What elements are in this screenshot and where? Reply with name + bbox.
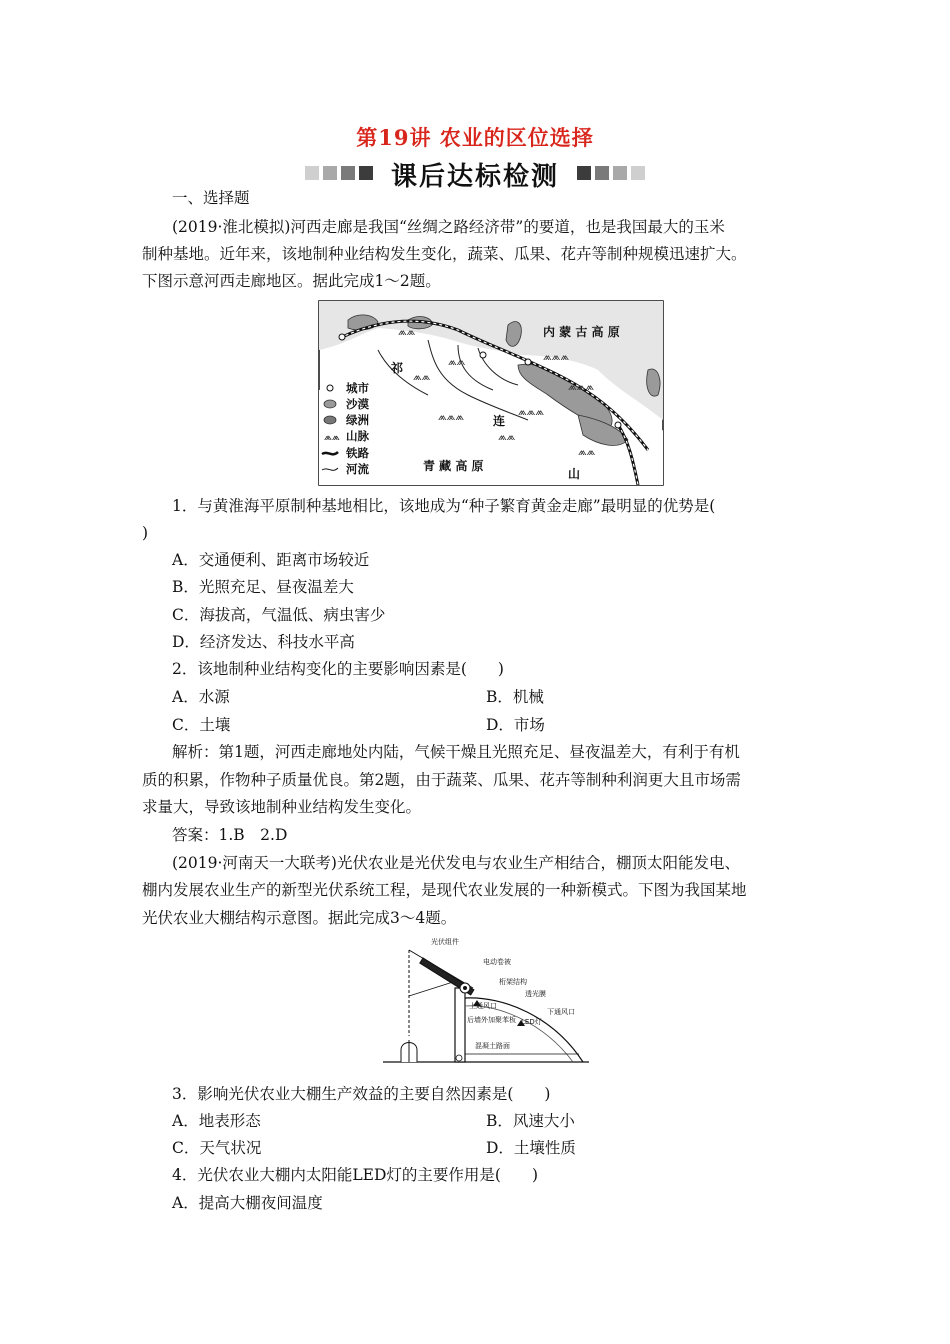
q1-stem-line2: ) bbox=[142, 524, 149, 542]
pv-label-back-wall: 后墙外加聚苯板 bbox=[467, 1016, 516, 1024]
section-banner bbox=[0, 157, 950, 191]
q3-stem: 3．影响光伏农业大棚生产效益的主要自然因素是( ) bbox=[172, 1085, 551, 1103]
q2-option-b: B．机械 bbox=[486, 688, 544, 706]
svg-text:⩕⩕: ⩕⩕ bbox=[448, 355, 466, 368]
pv-label-film: 透光膜 bbox=[525, 990, 546, 998]
legend-mountain: 山脉 bbox=[346, 429, 369, 443]
legend-city: 城市 bbox=[346, 381, 369, 395]
intro1-line1: (2019·淮北模拟)河西走廊是我国“丝绸之路经济带”的要道，也是我国最大的玉米 bbox=[172, 218, 725, 236]
banner-squares-left bbox=[303, 165, 375, 184]
pv-greenhouse-diagram bbox=[383, 936, 589, 1066]
legend-oasis: 绿洲 bbox=[346, 413, 369, 427]
svg-text:⩕⩕: ⩕⩕ bbox=[578, 445, 596, 458]
hexi-corridor-map bbox=[318, 300, 664, 486]
svg-text:⩕⩕: ⩕⩕ bbox=[498, 430, 516, 443]
q1-stem-line1: 1．与黄淮海平原制种基地相比，该地成为“种子繁育黄金走廊”最明显的优势是( bbox=[172, 497, 716, 515]
q1-option-b: B．光照充足、昼夜温差大 bbox=[172, 578, 354, 596]
map-label-shan: 山 bbox=[568, 467, 581, 481]
pv-label-module: 光伏组件 bbox=[431, 938, 459, 946]
analysis-line2: 质的积累，作物种子质量优良。第2题，由于蔬菜、瓜果、花卉等制种利润更大且市场需 bbox=[142, 771, 741, 789]
q2-stem: 2．该地制种业结构变化的主要影响因素是( ) bbox=[172, 660, 504, 678]
svg-text:⩕⩕: ⩕⩕ bbox=[398, 325, 416, 338]
q3-option-a: A．地表形态 bbox=[172, 1112, 261, 1130]
svg-text:⩕⩕⩕: ⩕⩕⩕ bbox=[543, 350, 570, 363]
q3-option-b: B．风速大小 bbox=[486, 1112, 575, 1130]
banner-text: 课后达标检测 bbox=[390, 161, 559, 192]
section-heading: 一、选择题 bbox=[172, 189, 250, 207]
analysis-line3: 求量大，导致该地制种业结构发生变化。 bbox=[142, 798, 422, 816]
svg-text:⩕⩕⩕: ⩕⩕⩕ bbox=[438, 410, 465, 423]
svg-text:⩕⩕⩕: ⩕⩕⩕ bbox=[568, 380, 595, 393]
map-label-qi: 祁 bbox=[391, 361, 404, 375]
pv-label-lower-vent: 下通风口 bbox=[547, 1008, 575, 1016]
q2-option-d: D．市场 bbox=[486, 716, 545, 734]
q4-option-a: A．提高大棚夜间温度 bbox=[172, 1194, 323, 1212]
q3-option-d: D．土壤性质 bbox=[486, 1139, 576, 1157]
map-label-tibet: 青 藏 高 原 bbox=[423, 459, 484, 473]
pv-label-road: 混凝土路面 bbox=[475, 1042, 510, 1050]
q2-option-a: A．水源 bbox=[172, 688, 230, 706]
page-title: 第19讲 农业的区位选择 bbox=[356, 125, 594, 150]
svg-text:⩕⩕⩕: ⩕⩕⩕ bbox=[518, 405, 545, 418]
legend-river: 河流 bbox=[346, 462, 369, 476]
intro2-line3: 光伏农业大棚结构示意图。据此完成3～4题。 bbox=[142, 909, 457, 927]
banner-squares-right bbox=[575, 165, 647, 184]
svg-text:⩕⩕: ⩕⩕ bbox=[413, 370, 431, 383]
pv-label-upper-vent: 上通风口 bbox=[469, 1002, 497, 1010]
map-label-lian: 连 bbox=[493, 414, 506, 428]
intro2-line2: 棚内发展农业生产的新型光伏系统工程，是现代农业发展的一种新模式。下图为我国某地 bbox=[142, 881, 747, 899]
intro1-line2: 制种基地。近年来，该地制种业结构发生变化，蔬菜、瓜果、花卉等制种规模迅速扩大。 bbox=[142, 245, 747, 263]
q2-option-c: C．土壤 bbox=[172, 716, 231, 734]
q4-stem: 4．光伏农业大棚内太阳能LED灯的主要作用是( ) bbox=[172, 1166, 538, 1184]
pv-label-truss: 桁架结构 bbox=[499, 978, 527, 986]
legend-railway: 铁路 bbox=[346, 446, 369, 460]
q3-option-c: C．天气状况 bbox=[172, 1139, 262, 1157]
svg-text:⩕⩕: ⩕⩕ bbox=[324, 432, 340, 443]
pv-label-roller: 电动卷被 bbox=[483, 958, 511, 966]
intro2-line1: (2019·河南天一大联考)光伏农业是光伏发电与农业生产相结合，棚顶太阳能发电、 bbox=[172, 854, 740, 872]
q1-option-c: C．海拔高，气温低、病虫害少 bbox=[172, 606, 386, 624]
analysis-line1: 解析：第1题，河西走廊地处内陆，气候干燥且光照充足、昼夜温差大，有利于有机 bbox=[172, 743, 740, 761]
legend-desert: 沙漠 bbox=[346, 397, 369, 411]
q1-option-d: D．经济发达、科技水平高 bbox=[172, 633, 355, 651]
map-label-inner-mongolia: 内 蒙 古 高 原 bbox=[543, 325, 620, 339]
pv-label-led: LED灯 bbox=[521, 1018, 542, 1026]
intro1-line3: 下图示意河西走廊地区。据此完成1～2题。 bbox=[142, 272, 441, 290]
answer-line: 答案：1.B 2.D bbox=[172, 826, 288, 844]
q1-option-a: A．交通便利、距离市场较近 bbox=[172, 551, 370, 569]
